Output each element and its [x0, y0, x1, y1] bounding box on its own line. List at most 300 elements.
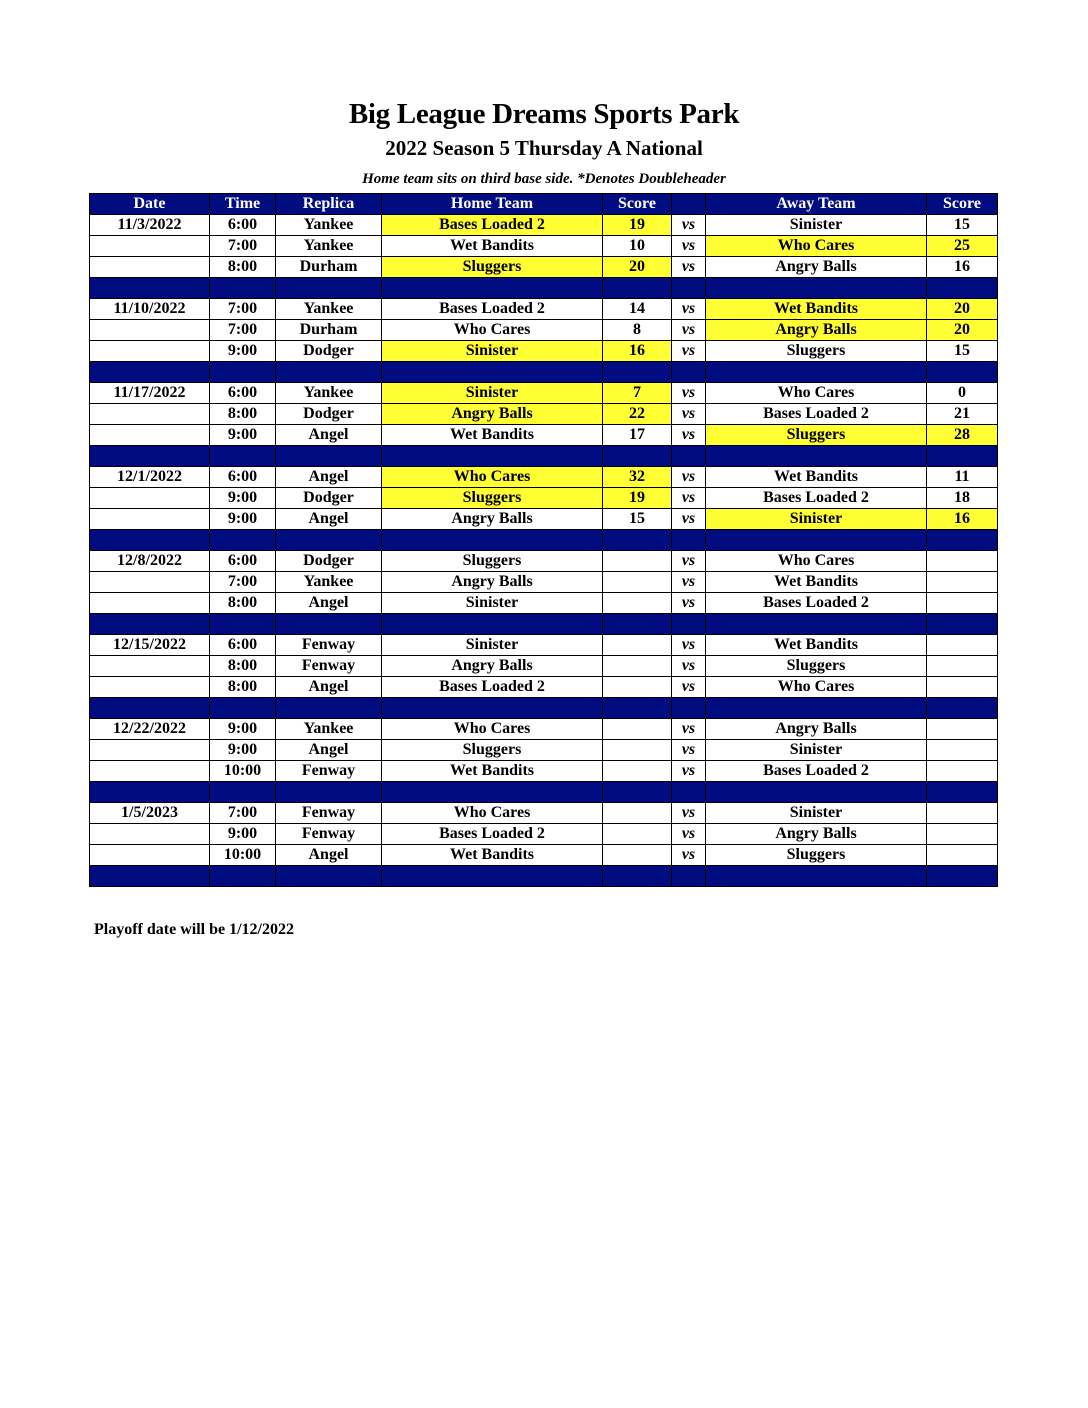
vs-cell: vs [672, 677, 706, 698]
date-cell: 12/22/2022 [90, 719, 210, 740]
separator-cell [90, 866, 210, 887]
home-score-cell [603, 824, 672, 845]
week-separator-row [90, 278, 998, 299]
home-score-cell: 7 [603, 383, 672, 404]
table-row [90, 740, 998, 761]
separator-cell [706, 782, 927, 803]
time-cell: 8:00 [210, 257, 276, 278]
home-team-cell: Bases Loaded 2 [382, 677, 603, 698]
week-separator-row [90, 866, 998, 887]
vs-cell: vs [672, 215, 706, 236]
home-team-cell: Wet Bandits [382, 236, 603, 257]
vs-cell: vs [672, 824, 706, 845]
away-team-cell: Wet Bandits [706, 299, 927, 320]
separator-cell [927, 866, 998, 887]
away-score-cell: 0 [927, 383, 998, 404]
separator-cell [603, 782, 672, 803]
replica-cell: Dodger [276, 404, 382, 425]
home-score-cell: 8 [603, 320, 672, 341]
date-cell: 11/17/2022 [90, 383, 210, 404]
home-team-cell: Bases Loaded 2 [382, 299, 603, 320]
separator-cell [90, 614, 210, 635]
home-score-cell [603, 845, 672, 866]
separator-cell [276, 782, 382, 803]
away-team-cell: Angry Balls [706, 320, 927, 341]
separator-cell [210, 530, 276, 551]
vs-cell: vs [672, 635, 706, 656]
table-row [90, 803, 998, 824]
away-score-cell: 28 [927, 425, 998, 446]
table-row [90, 341, 998, 362]
separator-cell [90, 698, 210, 719]
date-cell: 11/10/2022 [90, 299, 210, 320]
week-separator-row [90, 446, 998, 467]
time-cell: 7:00 [210, 299, 276, 320]
date-cell [90, 761, 210, 782]
separator-cell [382, 446, 603, 467]
table-row [90, 320, 998, 341]
separator-cell [210, 446, 276, 467]
vs-cell: vs [672, 719, 706, 740]
replica-cell: Dodger [276, 341, 382, 362]
away-team-cell: Angry Balls [706, 719, 927, 740]
away-team-cell: Sluggers [706, 425, 927, 446]
away-score-cell [927, 572, 998, 593]
away-team-cell: Angry Balls [706, 824, 927, 845]
header-away-team: Away Team [706, 194, 927, 215]
vs-cell: vs [672, 656, 706, 677]
table-row [90, 761, 998, 782]
away-score-cell: 20 [927, 299, 998, 320]
replica-cell: Dodger [276, 551, 382, 572]
away-team-cell: Sinister [706, 740, 927, 761]
week-separator-row [90, 530, 998, 551]
vs-cell: vs [672, 467, 706, 488]
home-team-cell: Sinister [382, 635, 603, 656]
header-vs [672, 194, 706, 215]
separator-cell [672, 362, 706, 383]
home-team-cell: Bases Loaded 2 [382, 215, 603, 236]
time-cell: 7:00 [210, 236, 276, 257]
home-team-cell: Sluggers [382, 740, 603, 761]
away-score-cell [927, 593, 998, 614]
time-cell: 6:00 [210, 383, 276, 404]
home-score-cell [603, 740, 672, 761]
time-cell: 9:00 [210, 341, 276, 362]
away-team-cell: Sluggers [706, 656, 927, 677]
home-team-cell: Sinister [382, 593, 603, 614]
away-score-cell [927, 677, 998, 698]
away-score-cell [927, 824, 998, 845]
away-team-cell: Bases Loaded 2 [706, 488, 927, 509]
home-score-cell: 14 [603, 299, 672, 320]
replica-cell: Fenway [276, 761, 382, 782]
away-team-cell: Sinister [706, 509, 927, 530]
separator-cell [276, 362, 382, 383]
separator-cell [603, 614, 672, 635]
away-score-cell: 11 [927, 467, 998, 488]
date-cell: 12/8/2022 [90, 551, 210, 572]
home-team-cell: Who Cares [382, 719, 603, 740]
date-cell [90, 425, 210, 446]
time-cell: 8:00 [210, 656, 276, 677]
time-cell: 9:00 [210, 488, 276, 509]
time-cell: 9:00 [210, 740, 276, 761]
schedule-body [90, 215, 998, 887]
table-row [90, 551, 998, 572]
separator-cell [382, 278, 603, 299]
away-team-cell: Bases Loaded 2 [706, 761, 927, 782]
home-score-cell [603, 719, 672, 740]
date-cell [90, 845, 210, 866]
week-separator-row [90, 782, 998, 803]
date-cell [90, 740, 210, 761]
home-team-cell: Sluggers [382, 488, 603, 509]
time-cell: 8:00 [210, 677, 276, 698]
separator-cell [927, 782, 998, 803]
home-score-cell: 22 [603, 404, 672, 425]
separator-cell [276, 866, 382, 887]
page-note: Home team sits on third base side. *Denotes Doubleheader [362, 171, 726, 187]
replica-cell: Fenway [276, 803, 382, 824]
header-away-score: Score [927, 194, 998, 215]
away-score-cell [927, 656, 998, 677]
separator-cell [672, 698, 706, 719]
replica-cell: Fenway [276, 824, 382, 845]
away-team-cell: Wet Bandits [706, 635, 927, 656]
time-cell: 10:00 [210, 845, 276, 866]
separator-cell [672, 530, 706, 551]
date-cell [90, 320, 210, 341]
date-cell [90, 236, 210, 257]
table-row [90, 593, 998, 614]
date-cell [90, 509, 210, 530]
vs-cell: vs [672, 488, 706, 509]
away-score-cell [927, 719, 998, 740]
separator-cell [603, 362, 672, 383]
separator-cell [276, 278, 382, 299]
time-cell: 8:00 [210, 404, 276, 425]
home-score-cell [603, 677, 672, 698]
separator-cell [672, 278, 706, 299]
home-team-cell: Sluggers [382, 257, 603, 278]
table-row [90, 656, 998, 677]
playoff-note: Playoff date will be 1/12/2022 [94, 921, 294, 938]
away-team-cell: Bases Loaded 2 [706, 404, 927, 425]
replica-cell: Yankee [276, 236, 382, 257]
replica-cell: Angel [276, 593, 382, 614]
table-row [90, 404, 998, 425]
separator-cell [382, 698, 603, 719]
vs-cell: vs [672, 299, 706, 320]
away-team-cell: Who Cares [706, 677, 927, 698]
date-cell [90, 593, 210, 614]
separator-cell [382, 614, 603, 635]
home-score-cell: 20 [603, 257, 672, 278]
table-row [90, 257, 998, 278]
separator-cell [603, 866, 672, 887]
table-row [90, 215, 998, 236]
separator-cell [672, 866, 706, 887]
separator-cell [706, 530, 927, 551]
replica-cell: Angel [276, 467, 382, 488]
vs-cell: vs [672, 320, 706, 341]
separator-cell [382, 362, 603, 383]
away-team-cell: Sinister [706, 803, 927, 824]
vs-cell: vs [672, 236, 706, 257]
header-date: Date [90, 194, 210, 215]
replica-cell: Angel [276, 845, 382, 866]
separator-cell [210, 698, 276, 719]
replica-cell: Durham [276, 257, 382, 278]
home-team-cell: Angry Balls [382, 404, 603, 425]
home-team-cell: Angry Balls [382, 509, 603, 530]
separator-cell [706, 362, 927, 383]
away-score-cell [927, 740, 998, 761]
date-cell: 12/1/2022 [90, 467, 210, 488]
separator-cell [706, 278, 927, 299]
time-cell: 6:00 [210, 551, 276, 572]
date-cell [90, 824, 210, 845]
separator-cell [706, 698, 927, 719]
replica-cell: Yankee [276, 215, 382, 236]
away-score-cell: 15 [927, 341, 998, 362]
home-score-cell: 32 [603, 467, 672, 488]
week-separator-row [90, 614, 998, 635]
separator-cell [210, 866, 276, 887]
time-cell: 9:00 [210, 509, 276, 530]
home-score-cell [603, 761, 672, 782]
separator-cell [706, 446, 927, 467]
table-row [90, 383, 998, 404]
away-score-cell [927, 803, 998, 824]
separator-cell [90, 362, 210, 383]
separator-cell [382, 530, 603, 551]
vs-cell: vs [672, 761, 706, 782]
date-cell [90, 488, 210, 509]
away-score-cell: 16 [927, 257, 998, 278]
vs-cell: vs [672, 404, 706, 425]
home-team-cell: Angry Balls [382, 572, 603, 593]
time-cell: 7:00 [210, 320, 276, 341]
vs-cell: vs [672, 803, 706, 824]
replica-cell: Yankee [276, 719, 382, 740]
header-time: Time [210, 194, 276, 215]
table-row [90, 677, 998, 698]
header-replica: Replica [276, 194, 382, 215]
separator-cell [603, 698, 672, 719]
home-team-cell: Who Cares [382, 467, 603, 488]
away-team-cell: Sinister [706, 215, 927, 236]
home-score-cell [603, 593, 672, 614]
date-cell [90, 656, 210, 677]
date-cell [90, 404, 210, 425]
time-cell: 9:00 [210, 824, 276, 845]
separator-cell [382, 782, 603, 803]
vs-cell: vs [672, 845, 706, 866]
separator-cell [672, 446, 706, 467]
time-cell: 7:00 [210, 572, 276, 593]
separator-cell [927, 446, 998, 467]
time-cell: 10:00 [210, 761, 276, 782]
schedule-table [89, 193, 998, 887]
separator-cell [276, 530, 382, 551]
home-team-cell: Sluggers [382, 551, 603, 572]
home-score-cell [603, 551, 672, 572]
away-score-cell [927, 845, 998, 866]
separator-cell [90, 278, 210, 299]
date-cell [90, 572, 210, 593]
home-team-cell: Bases Loaded 2 [382, 824, 603, 845]
time-cell: 7:00 [210, 803, 276, 824]
separator-cell [927, 614, 998, 635]
table-row [90, 467, 998, 488]
separator-cell [927, 278, 998, 299]
table-row [90, 824, 998, 845]
table-row [90, 509, 998, 530]
separator-cell [90, 782, 210, 803]
home-score-cell: 16 [603, 341, 672, 362]
separator-cell [210, 362, 276, 383]
replica-cell: Yankee [276, 383, 382, 404]
time-cell: 6:00 [210, 215, 276, 236]
home-team-cell: Sinister [382, 383, 603, 404]
away-team-cell: Wet Bandits [706, 467, 927, 488]
vs-cell: vs [672, 509, 706, 530]
replica-cell: Fenway [276, 656, 382, 677]
separator-cell [276, 698, 382, 719]
date-cell: 1/5/2023 [90, 803, 210, 824]
vs-cell: vs [672, 740, 706, 761]
away-score-cell [927, 635, 998, 656]
separator-cell [603, 278, 672, 299]
header-row [90, 194, 998, 215]
home-score-cell [603, 803, 672, 824]
home-score-cell [603, 656, 672, 677]
separator-cell [210, 782, 276, 803]
time-cell: 9:00 [210, 425, 276, 446]
away-score-cell: 16 [927, 509, 998, 530]
replica-cell: Yankee [276, 299, 382, 320]
separator-cell [706, 866, 927, 887]
separator-cell [210, 278, 276, 299]
table-row [90, 299, 998, 320]
home-score-cell: 10 [603, 236, 672, 257]
home-team-cell: Wet Bandits [382, 845, 603, 866]
separator-cell [210, 614, 276, 635]
away-score-cell: 18 [927, 488, 998, 509]
replica-cell: Durham [276, 320, 382, 341]
replica-cell: Angel [276, 677, 382, 698]
time-cell: 6:00 [210, 467, 276, 488]
header-home-team: Home Team [382, 194, 603, 215]
home-score-cell: 15 [603, 509, 672, 530]
separator-cell [276, 446, 382, 467]
replica-cell: Yankee [276, 572, 382, 593]
vs-cell: vs [672, 341, 706, 362]
separator-cell [603, 530, 672, 551]
replica-cell: Angel [276, 509, 382, 530]
vs-cell: vs [672, 551, 706, 572]
away-score-cell: 21 [927, 404, 998, 425]
away-team-cell: Who Cares [706, 551, 927, 572]
home-team-cell: Who Cares [382, 320, 603, 341]
away-team-cell: Angry Balls [706, 257, 927, 278]
away-team-cell: Wet Bandits [706, 572, 927, 593]
separator-cell [927, 362, 998, 383]
replica-cell: Fenway [276, 635, 382, 656]
away-score-cell [927, 551, 998, 572]
home-team-cell: Sinister [382, 341, 603, 362]
separator-cell [603, 446, 672, 467]
separator-cell [276, 614, 382, 635]
date-cell: 11/3/2022 [90, 215, 210, 236]
away-team-cell: Sluggers [706, 845, 927, 866]
away-score-cell: 25 [927, 236, 998, 257]
vs-cell: vs [672, 257, 706, 278]
table-row [90, 719, 998, 740]
page-subtitle: 2022 Season 5 Thursday A National [385, 136, 703, 160]
date-cell [90, 341, 210, 362]
time-cell: 6:00 [210, 635, 276, 656]
vs-cell: vs [672, 593, 706, 614]
away-score-cell [927, 761, 998, 782]
table-row [90, 635, 998, 656]
table-row [90, 572, 998, 593]
separator-cell [90, 530, 210, 551]
separator-cell [927, 698, 998, 719]
replica-cell: Dodger [276, 488, 382, 509]
week-separator-row [90, 698, 998, 719]
header-home-score: Score [603, 194, 672, 215]
replica-cell: Angel [276, 740, 382, 761]
home-team-cell: Angry Balls [382, 656, 603, 677]
home-score-cell [603, 635, 672, 656]
away-score-cell: 15 [927, 215, 998, 236]
home-score-cell: 17 [603, 425, 672, 446]
table-row [90, 425, 998, 446]
time-cell: 8:00 [210, 593, 276, 614]
home-score-cell: 19 [603, 215, 672, 236]
page-title: Big League Dreams Sports Park [348, 98, 740, 130]
table-row [90, 236, 998, 257]
away-team-cell: Sluggers [706, 341, 927, 362]
away-score-cell: 20 [927, 320, 998, 341]
date-cell: 12/15/2022 [90, 635, 210, 656]
table-row [90, 845, 998, 866]
separator-cell [706, 614, 927, 635]
home-team-cell: Wet Bandits [382, 761, 603, 782]
table-row [90, 488, 998, 509]
separator-cell [672, 782, 706, 803]
separator-cell [672, 614, 706, 635]
home-score-cell: 19 [603, 488, 672, 509]
date-cell [90, 677, 210, 698]
vs-cell: vs [672, 425, 706, 446]
separator-cell [927, 530, 998, 551]
home-score-cell [603, 572, 672, 593]
vs-cell: vs [672, 383, 706, 404]
away-team-cell: Who Cares [706, 236, 927, 257]
away-team-cell: Who Cares [706, 383, 927, 404]
away-team-cell: Bases Loaded 2 [706, 593, 927, 614]
home-team-cell: Who Cares [382, 803, 603, 824]
replica-cell: Angel [276, 425, 382, 446]
vs-cell: vs [672, 572, 706, 593]
time-cell: 9:00 [210, 719, 276, 740]
separator-cell [90, 446, 210, 467]
separator-cell [382, 866, 603, 887]
